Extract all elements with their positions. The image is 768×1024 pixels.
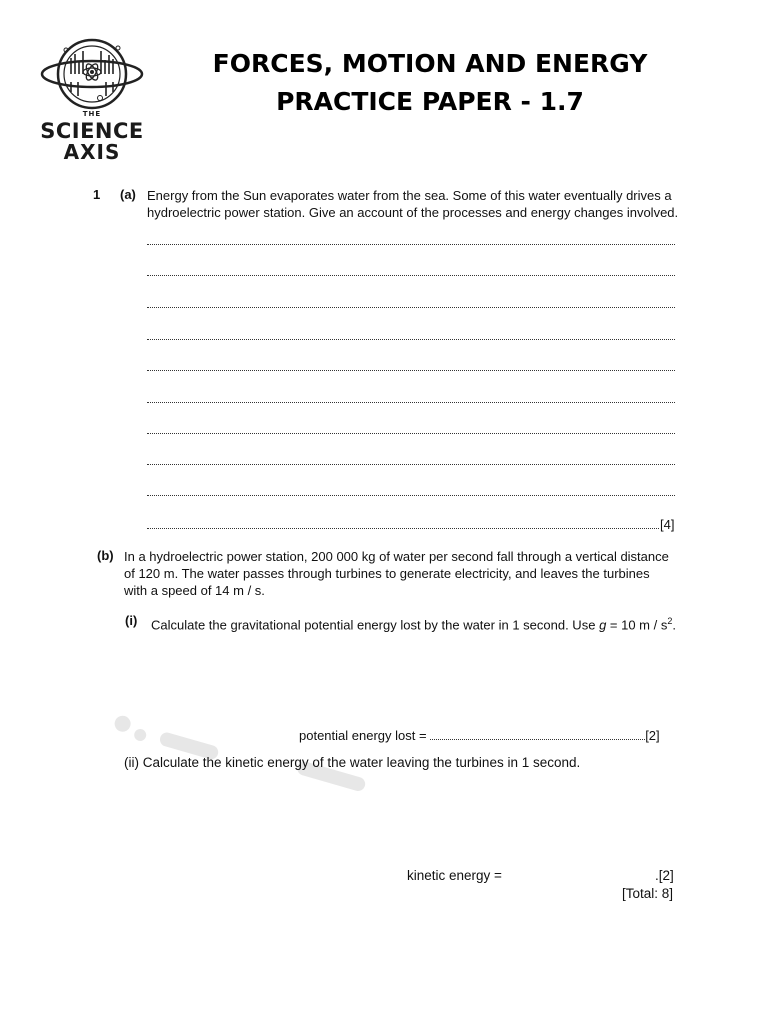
part-b-ii-text: (ii) Calculate the kinetic energy of the water leaving the turbines in 1 second. <box>124 755 581 770</box>
part-b-i-text <box>151 613 691 633</box>
part-b-i-marks: [2] <box>645 728 660 743</box>
kinetic-energy-answer-field[interactable] <box>520 867 670 883</box>
g-symbol: g <box>599 617 607 633</box>
g-value: = 10 m / s <box>606 617 668 633</box>
answer-line[interactable] <box>147 401 675 403</box>
part-b-text-line3: with a speed of 14 m / s. <box>124 583 265 598</box>
g-end: . <box>672 617 676 633</box>
potential-energy-label: potential energy lost = <box>299 728 427 743</box>
kinetic-energy-label: kinetic energy = <box>407 868 502 883</box>
total-marks: [Total: 8] <box>622 886 674 901</box>
page-title-line2: PRACTICE PAPER - 1.7 <box>276 87 584 116</box>
potential-energy-answer-line[interactable] <box>430 739 645 740</box>
part-b-text <box>124 548 704 599</box>
part-a-label: (a) <box>120 187 136 202</box>
logo-science-text: SCIENCE <box>40 119 144 143</box>
logo-axis-text: AXIS <box>63 140 121 164</box>
part-b-text-line2: of 120 m. The water passes through turbines to generate electricity, and leaves the turbines <box>124 566 650 581</box>
g-exponent: 2 <box>667 616 673 626</box>
page-title-line1: FORCES, MOTION AND ENERGY <box>212 49 648 78</box>
answer-line[interactable] <box>147 338 675 340</box>
part-b-i-label: (i) <box>125 613 138 628</box>
part-b-label: (b) <box>97 548 114 563</box>
part-b-ii-marks: .[2] <box>655 868 674 883</box>
potential-energy-answer <box>299 727 679 744</box>
science-axis-logo <box>38 36 146 162</box>
answer-line[interactable] <box>147 432 675 434</box>
part-b-i-instruction: Calculate the gravitational potential energy lost by the water in 1 second. Use <box>151 617 596 633</box>
part-b-text-line1: In a hydroelectric power station, 200 000 kg of water per second fall through a vertical distance <box>124 549 669 564</box>
answer-line[interactable] <box>147 369 675 371</box>
answer-line[interactable] <box>147 243 675 245</box>
part-a-text-line1: Energy from the Sun evaporates water from the sea. Some of this water eventually drives a <box>147 188 672 203</box>
answer-line[interactable] <box>147 463 675 465</box>
logo-the-text: THE <box>82 110 102 118</box>
answer-line[interactable] <box>147 527 659 529</box>
answer-line[interactable] <box>147 274 675 276</box>
question-number: 1 <box>93 187 101 202</box>
part-a-marks: [4] <box>660 517 675 532</box>
answer-line[interactable] <box>147 494 675 496</box>
answer-line[interactable] <box>147 306 675 308</box>
part-a-text-line2: hydroelectric power station. Give an account of the processes and energy changes involved. <box>147 205 679 220</box>
part-a-text <box>147 187 707 221</box>
globe-atom-icon <box>38 36 146 116</box>
